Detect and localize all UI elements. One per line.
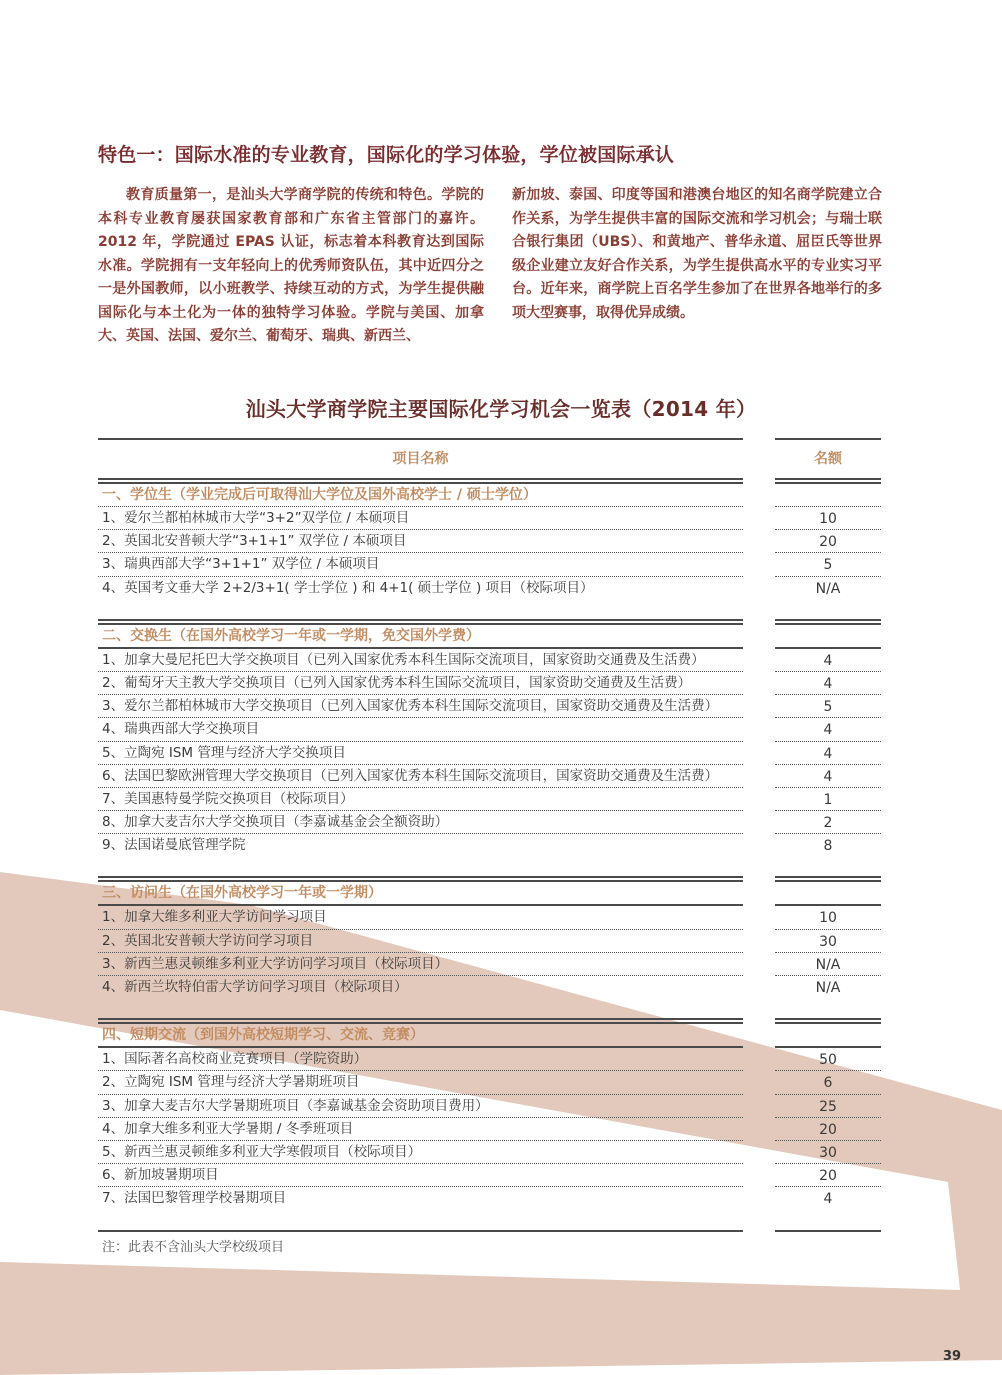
table-row-quota: N/A xyxy=(815,980,841,996)
table-row-name: 7、法国巴黎管理学校暑期项目 xyxy=(102,1190,287,1207)
section-gap xyxy=(98,856,743,876)
intro-paragraph-right: 新加坡、泰国、印度等国和港澳台地区的知名商学院建立合作关系，为学生提供丰富的国际交流和学习机会；与瑞士联合银行集团（UBS）、和黄地产、普华永道、屈臣氏等世界级企业建立友好合作关系，为学生提供高水平的专业实习平台。近年来，商学院上百名学生参加了在世界各地举行的多项大型赛事，取得优异成绩。 xyxy=(512,187,882,321)
table-end-gap xyxy=(98,1210,743,1230)
table-bottom-rule xyxy=(775,1230,881,1232)
table-row-name: 9、法国诺曼底管理学院 xyxy=(102,837,246,854)
table-row-name: 5、立陶宛 ISM 管理与经济大学交换项目 xyxy=(98,742,743,765)
table-row-name: 4、英国考文垂大学 2+2/3+1( 学士学位 ) 和 4+1( 硕士学位 ) 项目（校际项目） xyxy=(102,579,594,596)
quota-column xyxy=(775,438,881,1232)
table-row-name: 6、新加坡暑期项目 xyxy=(98,1164,743,1187)
table-row-quota: 20 xyxy=(775,1118,881,1141)
table-row-name: 1、国际著名高校商业竞赛项目（学院资助） xyxy=(98,1048,743,1071)
table-row-quota: N/A xyxy=(815,580,841,597)
table-row-quota: 10 xyxy=(775,906,881,929)
table-row-name: 5、新西兰惠灵顿维多利亚大学寒假项目（校际项目） xyxy=(98,1141,743,1164)
table-row-name: 8、加拿大麦吉尔大学交换项目（李嘉诚基金会全额资助） xyxy=(98,811,743,834)
column-header-name: 项目名称 xyxy=(392,451,449,467)
table-row-quota: 50 xyxy=(775,1048,881,1071)
table-row-name: 1、加拿大维多利亚大学访问学习项目 xyxy=(98,906,743,929)
table-row-name: 4、新西兰坎特伯雷大学访问学习项目（校际项目） xyxy=(102,979,408,995)
section-heading: 四、短期交流（到国外高校短期学习、交流、竞赛） xyxy=(102,1027,424,1044)
section-gap xyxy=(775,856,881,876)
table-row-quota: 4 xyxy=(775,672,881,695)
column-header-quota: 名额 xyxy=(814,451,842,467)
section-gap xyxy=(98,998,743,1018)
intro-column-right xyxy=(512,184,882,325)
section-gap xyxy=(775,599,881,619)
table-row-quota: 4 xyxy=(775,649,881,672)
table-row-name: 2、英国北安普顿大学“3+1+1” 双学位 / 本硕项目 xyxy=(98,530,743,553)
section-heading-spacer xyxy=(775,1024,881,1046)
table-row-quota: 20 xyxy=(775,1164,881,1187)
table-row-name: 3、加拿大麦吉尔大学暑期班项目（李嘉诚基金会资助项目费用） xyxy=(98,1095,743,1118)
table-row-quota: 4 xyxy=(775,742,881,765)
table-row-quota: 5 xyxy=(775,695,881,718)
page-number: 39 xyxy=(943,1349,962,1364)
section-gap xyxy=(775,998,881,1018)
section-heading-spacer xyxy=(775,625,881,647)
table-row-quota: 4 xyxy=(823,1191,833,1208)
section-gap xyxy=(98,599,743,619)
table-row-name: 1、爱尔兰都柏林城市大学“3+2”双学位 / 本硕项目 xyxy=(98,507,743,530)
section-heading: 三、访问生（在国外高校学习一年或一学期） xyxy=(102,885,382,902)
table-end-gap xyxy=(775,1210,881,1230)
table-title: 汕头大学商学院主要国际化学习机会一览表（2014 年） xyxy=(245,397,757,421)
table-row-name: 2、立陶宛 ISM 管理与经济大学暑期班项目 xyxy=(98,1071,743,1094)
table-row-name: 3、瑞典西部大学“3+1+1” 双学位 / 本硕项目 xyxy=(98,553,743,576)
table-row-quota: 4 xyxy=(775,718,881,741)
table-row-name: 3、爱尔兰都柏林城市大学交换项目（已列入国家优秀本科生国际交流项目，国家资助交通费及生活费） xyxy=(98,695,743,718)
section-heading: 二、交换生（在国外高校学习一年或一学期，免交国外学费） xyxy=(102,627,480,644)
table-row-name: 3、新西兰惠灵顿维多利亚大学访问学习项目（校际项目） xyxy=(98,953,743,976)
table-row-quota: 30 xyxy=(775,1141,881,1164)
section-heading-spacer xyxy=(775,882,881,904)
section-heading-spacer xyxy=(775,484,881,507)
table-row-name: 6、法国巴黎欧洲管理大学交换项目（已列入国家优秀本科生国际交流项目，国家资助交通费及生活费） xyxy=(98,765,743,788)
intro-column-left xyxy=(98,184,484,349)
table-row-quota: 2 xyxy=(775,811,881,834)
table-row-quota: 5 xyxy=(775,553,881,576)
table-row-name: 4、加拿大维多利亚大学暑期 / 冬季班项目 xyxy=(98,1118,743,1141)
table-row-name: 7、美国惠特曼学院交换项目（校际项目） xyxy=(98,788,743,811)
feature-title: 特色一：国际水准的专业教育，国际化的学习体验，学位被国际承认 xyxy=(98,144,675,166)
intro-paragraph-left: 教育质量第一，是汕头大学商学院的传统和特色。学院的本科专业教育屡获国家教育部和广东省主管部门的嘉许。2012 年，学院通过 EPAS 认证，标志着本科教育达到国际水准。学院拥有一支年轻向上的优秀师资队伍，其中近四分之一是外国教师，以小班教学、持续互动的方式，为学生提供融国际化与本土化为一体的独特学习体验。学院与美国、加拿大、英国、法国、爱尔兰、葡萄牙、瑞典、新西兰、 xyxy=(98,187,484,344)
table-row-name: 4、瑞典西部大学交换项目 xyxy=(98,718,743,741)
table-bottom-rule xyxy=(98,1230,743,1232)
table-row-quota: 6 xyxy=(775,1071,881,1094)
program-name-column xyxy=(98,438,743,1232)
table-row-quota: 25 xyxy=(775,1095,881,1118)
table-footnote: 注：此表不含汕头大学校级项目 xyxy=(102,1240,285,1255)
table-row-name: 2、葡萄牙天主教大学交换项目（已列入国家优秀本科生国际交流项目，国家资助交通费及生活费） xyxy=(98,672,743,695)
table-row-quota: N/A xyxy=(775,953,881,976)
table-row-quota: 30 xyxy=(775,930,881,953)
table-row-quota: 4 xyxy=(775,765,881,788)
section-heading: 一、学位生（学业完成后可取得汕大学位及国外高校学士 / 硕士学位） xyxy=(98,484,743,507)
table-row-name: 2、英国北安普顿大学访问学习项目 xyxy=(98,930,743,953)
table-row-quota: 8 xyxy=(823,838,833,855)
table-row-quota: 1 xyxy=(775,788,881,811)
table-row-quota: 20 xyxy=(775,530,881,553)
table-row-quota: 10 xyxy=(775,507,881,530)
table-row-name: 1、加拿大曼尼托巴大学交换项目（已列入国家优秀本科生国际交流项目，国家资助交通费及生活费） xyxy=(98,649,743,672)
